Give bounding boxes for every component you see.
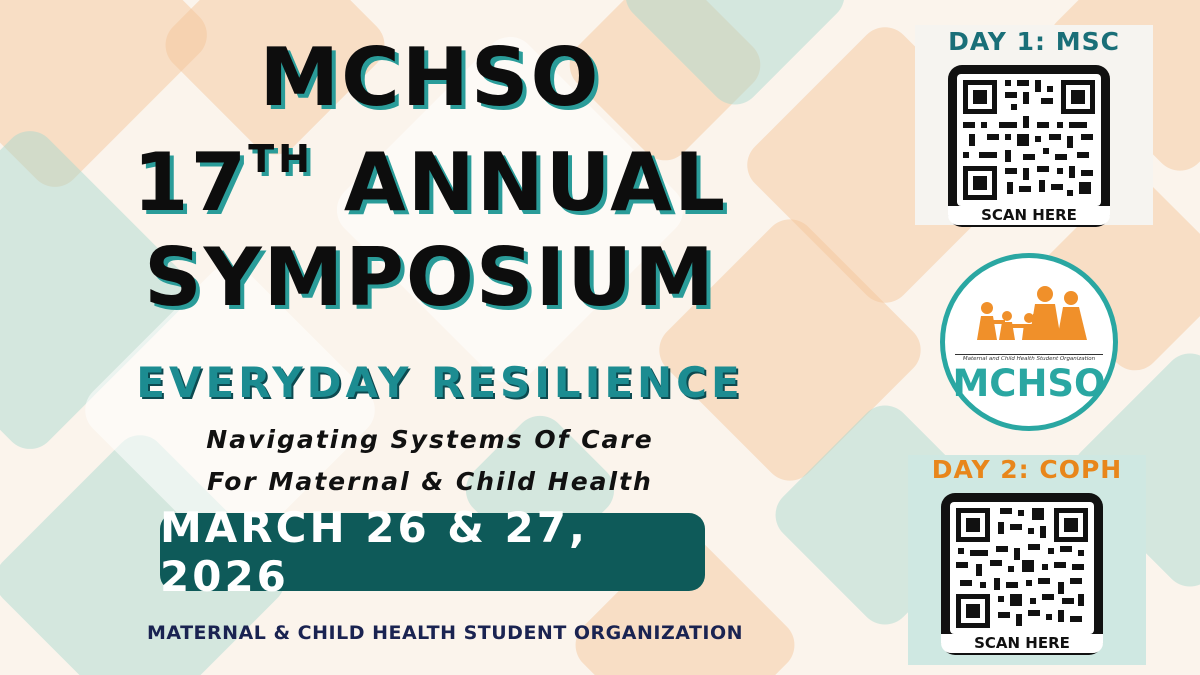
qr-day2-title: DAY 2: COPH bbox=[931, 455, 1123, 484]
qr-pattern-day1 bbox=[957, 74, 1101, 206]
scan-here-day1: SCAN HERE bbox=[948, 206, 1110, 225]
qr-code-day1[interactable] bbox=[948, 65, 1110, 227]
qr-card-day1 bbox=[915, 25, 1153, 225]
scan-here-day2: SCAN HERE bbox=[941, 634, 1103, 653]
title-line-1: MCHSO bbox=[259, 31, 601, 124]
family-silhouette-icon bbox=[945, 258, 1113, 358]
logo-wordmark: MCHSO bbox=[952, 362, 1106, 405]
qr-card-day2 bbox=[908, 455, 1146, 665]
title-number: 17 bbox=[132, 136, 249, 229]
mchso-logo bbox=[940, 253, 1118, 431]
organization-name: MATERNAL & CHILD HEALTH STUDENT ORGANIZATION bbox=[146, 622, 744, 644]
subtitle-line-2: For Maternal & Child Health bbox=[207, 467, 653, 496]
title-ordinal-suffix: TH bbox=[248, 137, 314, 181]
qr-code-day2[interactable] bbox=[941, 493, 1103, 655]
qr-pattern-day2 bbox=[950, 502, 1094, 634]
date-text: MARCH 26 & 27, 2026 bbox=[160, 503, 588, 601]
title-line-2 bbox=[0, 136, 860, 229]
title-line-3: SYMPOSIUM bbox=[144, 231, 716, 324]
subtitle-line-1: Navigating Systems Of Care bbox=[206, 425, 654, 454]
theme-heading: EVERYDAY RESILIENCE bbox=[136, 358, 744, 407]
date-banner bbox=[160, 503, 705, 601]
qr-day1-title: DAY 1: MSC bbox=[948, 27, 1120, 56]
logo-caption: Maternal and Child Health Student Organization bbox=[955, 354, 1103, 362]
title-annual: ANNUAL bbox=[343, 136, 728, 229]
